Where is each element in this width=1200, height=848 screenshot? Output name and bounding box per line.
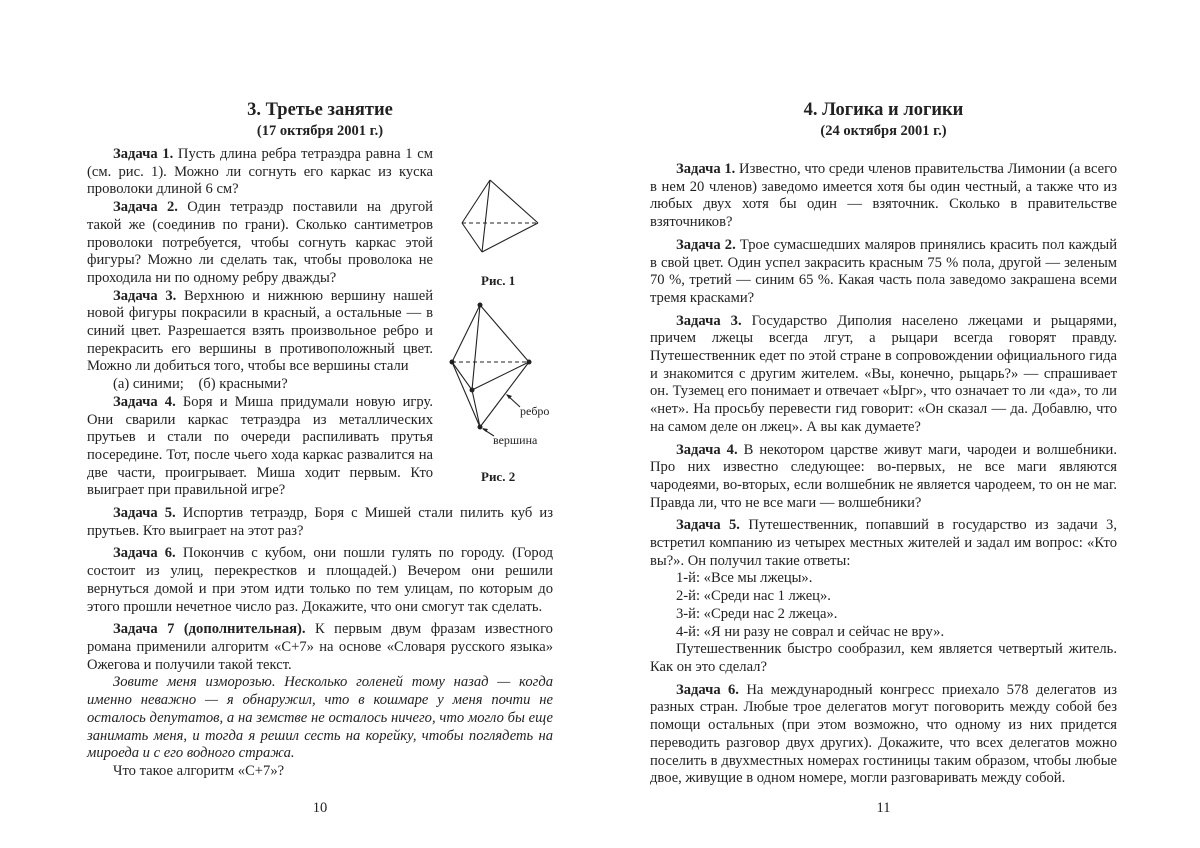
page-number: 11: [650, 800, 1117, 817]
problem-text: Государство Диполия населено лжецами и рыцарями, причем лжецы всегда лгут, а рыцари всегда говорят правду. Путешественник едет по этой стране в сопровождении официального гида и знакомится с другим жителем. «Вы, конечно, рыцарь?» — спрашивает он. Туземец его понимает и отвечает «Ырг», что означает то ли «да», то ли «нет». На просьбу перевести гид говорит: «Он сказал — да. Добавлю, что на самом деле он лжец». А вы как думаете?: [650, 313, 1117, 435]
problem-4: [87, 394, 433, 500]
problem-1: [650, 161, 1117, 232]
problem-3: [87, 288, 433, 377]
quote: Зовите меня изморозью. Несколько голеней тому назад — когда именно неважно — я обнаружил, что в кошмаре у меня почти не осталось депутатов, а на земстве не осталось ничего, что могло бы еще занимать меня, и тогда я решил сесть на корейку, чтобы поглядеть на мироеда и с его водного стража.: [87, 674, 553, 763]
figure-1-caption: Рис. 1: [481, 273, 515, 289]
right-body: [650, 161, 1117, 788]
problem-text: Испортив тетраэдр, Боря с Мишей стали пилить куб из прутьев. Кто выиграет на этот раз?: [87, 505, 553, 539]
problem-label: Задача 4.: [676, 442, 738, 458]
answer-2: 2-й: «Среди нас 1 лжец».: [650, 588, 1117, 606]
page-number: 10: [87, 800, 553, 817]
problem-text: В некотором царстве живут маги, чародеи и волшебники. Про них известно следующее: во-первых, не все маги являются чародеями, во-вторых, если волшебник не является чародеем, то он не маг. Правда ли, что не все маги — волшебники?: [650, 442, 1117, 511]
problem-text: Пусть длина ребра тетраэдра равна 1 см (см. рис. 1). Можно ли согнуть его каркас из куска проволоки длиной 6 см?: [87, 146, 433, 197]
problem-label: Задача 2.: [676, 237, 736, 253]
problem-label: Задача 5.: [676, 517, 740, 533]
problem-text: (а) синими; (б) красными?: [113, 376, 288, 392]
right-page: [650, 0, 1117, 848]
figure-2-caption: Рис. 2: [481, 469, 515, 485]
problem-text: Путешественник, попавший в государство из задачи 3, встретил компанию из четырех местных жителей и задал им вопрос: «Кто вы?». Он получил такие ответы:: [650, 517, 1117, 568]
problem-3-options: [87, 376, 433, 394]
problem-2: [650, 237, 1117, 308]
chapter-date: (24 октября 2001 г.): [650, 123, 1117, 140]
problem-text: Один тетраэдр поставили на другой такой же (соединив по грани). Сколько сантиметров проволоки потребуется, чтобы согнуть каркас этой фигуры? Можно ли сделать так, чтобы проволока не проходила ни по одному ребру дважды?: [87, 199, 433, 286]
chapter-title: 4. Логика и логики: [650, 100, 1117, 121]
chapter-date: (17 октября 2001 г.): [87, 123, 553, 140]
problem-label: Задача 5.: [113, 505, 176, 521]
problem-label: Задача 6.: [676, 682, 739, 698]
problem-label: Задача 3.: [676, 313, 742, 329]
problem-label: Задача 6.: [113, 545, 176, 561]
closing-question: Что такое алгоритм «С+7»?: [87, 763, 553, 781]
answer-4: 4-й: «Я ни разу не соврал и сейчас не вру».: [650, 624, 1117, 642]
problem-label: Задача 3.: [113, 288, 176, 304]
tetrahedron-figure-1: [440, 170, 560, 270]
vertex-label: вершина: [493, 433, 537, 448]
answer-1: 1-й: «Все мы лжецы».: [650, 570, 1117, 588]
problem-2: [87, 199, 433, 288]
problem-label: Задача 2.: [113, 199, 178, 215]
problem-3: [650, 313, 1117, 437]
problem-4: [650, 442, 1117, 513]
problem-text: К первым двум фразам известного романа применили алгоритм «С+7» на основе «Словаря русского языка» Ожегова и получили такой текст.: [87, 621, 553, 672]
problem-5-question: Путешественник быстро сообразил, кем является четвертый житель. Как он это сделал?: [650, 641, 1117, 676]
problem-text: Боря и Миша придумали новую игру. Они сварили каркас тетраэдра из металлических прутьев и стали по очереди распиливать прутья посередине. Тот, после чьего хода каркас развалится на две части, проигрывает. Миша ходит первым. Кто выиграет при правильной игре?: [87, 394, 433, 499]
problem-6: [650, 682, 1117, 788]
problem-label: Задача 7 (дополнительная).: [113, 621, 306, 637]
problem-7: [87, 621, 553, 674]
problem-1: [87, 146, 433, 199]
problem-text: Трое сумасшедших маляров принялись красить пол каждый в свой цвет. Один успел закрасить красным 75 % пола, другой — зеленым 70 %, третий — синим 65 %. Какая часть пола заведомо закрашена всеми тремя красками?: [650, 237, 1117, 306]
problem-label: Задача 1.: [676, 161, 735, 177]
problem-label: Задача 1.: [113, 146, 173, 162]
problem-5: [87, 505, 553, 540]
narrow-column: [87, 146, 433, 500]
problem-text: Верхнюю и нижнюю вершину нашей новой фигуры покрасили в красный, а остальные — в синий цвет. Разрешается взять произвольное ребро и перекрасить его вершины в противоположный цвет. Можно ли добиться того, чтобы все вершины стали: [87, 288, 433, 375]
problem-text: Покончив с кубом, они пошли гулять по городу. (Город состоит из улиц, перекрестков и площадей.) Вечером они решили вернуться домой и при этом идти только по тем улицам, по которым до этого прошли нечетное число раз. Докажите, что они смогут так сделать.: [87, 545, 553, 614]
problem-6: [87, 545, 553, 616]
chapter-title: 3. Третье занятие: [87, 100, 553, 121]
problem-text: На международный конгресс приехало 578 делегатов из разных стран. Любые трое делегатов могут поговорить между собой без помощи остальных (при этом возможно, что одному из них придется переводить разговор двух других). Докажите, что всех делегатов можно поселить в двухместных номерах гостиницы таким образом, чтобы любые двое, живущие в одном номере, могли разговаривать между собой.: [650, 682, 1117, 787]
answer-3: 3-й: «Среди нас 2 лжеца».: [650, 606, 1117, 624]
problem-text: Известно, что среди членов правительства Лимонии (а всего в нем 20 членов) заведомо имеется хотя бы один честный, а также что из любых двух хотя бы один — взяточник. Сколько в правительстве взяточников?: [650, 161, 1117, 230]
problem-label: Задача 4.: [113, 394, 176, 410]
problem-5: [650, 517, 1117, 570]
edge-label: ребро: [520, 404, 549, 419]
